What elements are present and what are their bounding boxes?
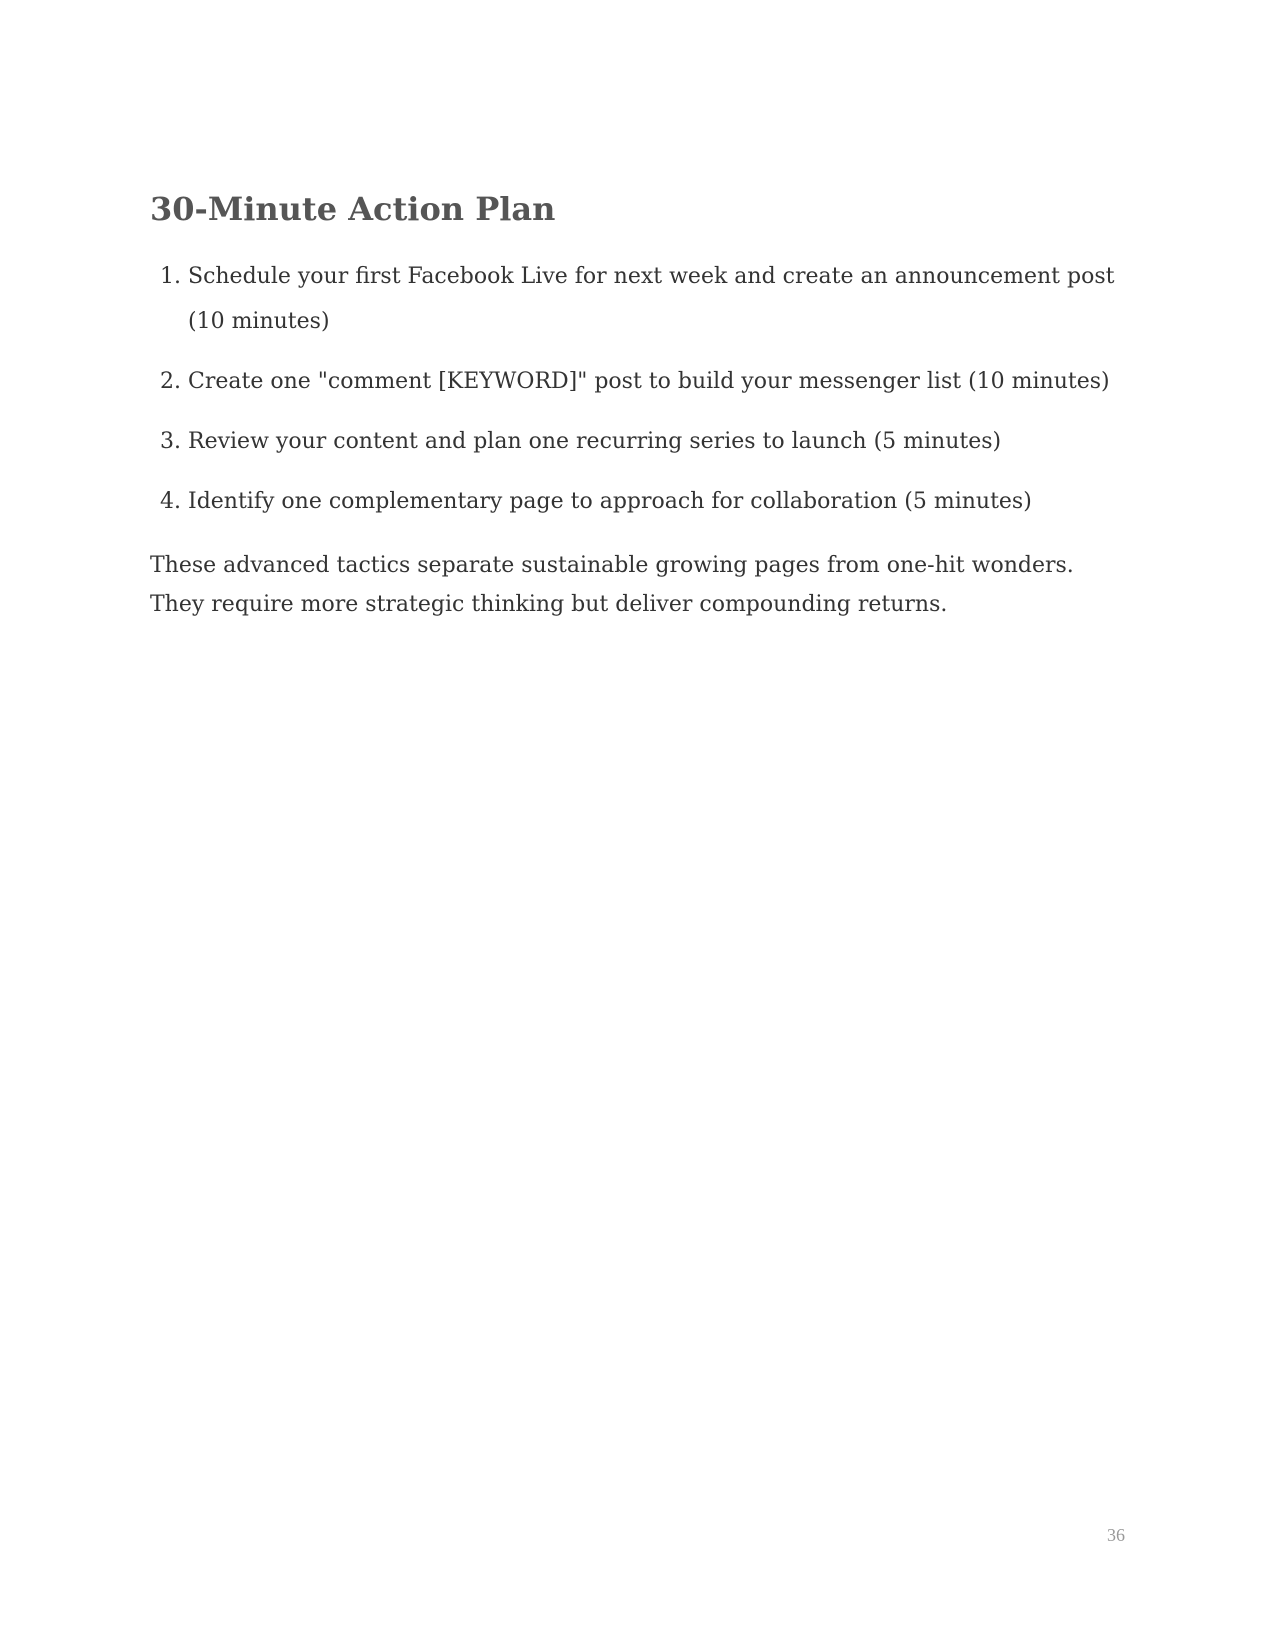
- list-item: 4. Identify one complementary page to approach for collaboration (5 minutes): [188, 479, 1130, 524]
- page-number: 36: [1107, 1525, 1125, 1545]
- list-item: 3. Review your content and plan one recurring series to launch (5 minutes): [188, 419, 1130, 464]
- list-item: 2. Create one "comment [KEYWORD]" post to build your messenger list (10 minutes): [188, 359, 1130, 404]
- action-plan-list: [150, 254, 1130, 524]
- page-content: [150, 190, 1130, 624]
- section-title: 30-Minute Action Plan: [150, 190, 556, 228]
- list-item: 1. Schedule your first Facebook Live for next week and create an announcement post (10 minutes): [188, 254, 1130, 344]
- closing-paragraph: These advanced tactics separate sustainable growing pages from one-hit wonders. They require more strategic thinking but deliver compounding returns.: [150, 553, 1074, 617]
